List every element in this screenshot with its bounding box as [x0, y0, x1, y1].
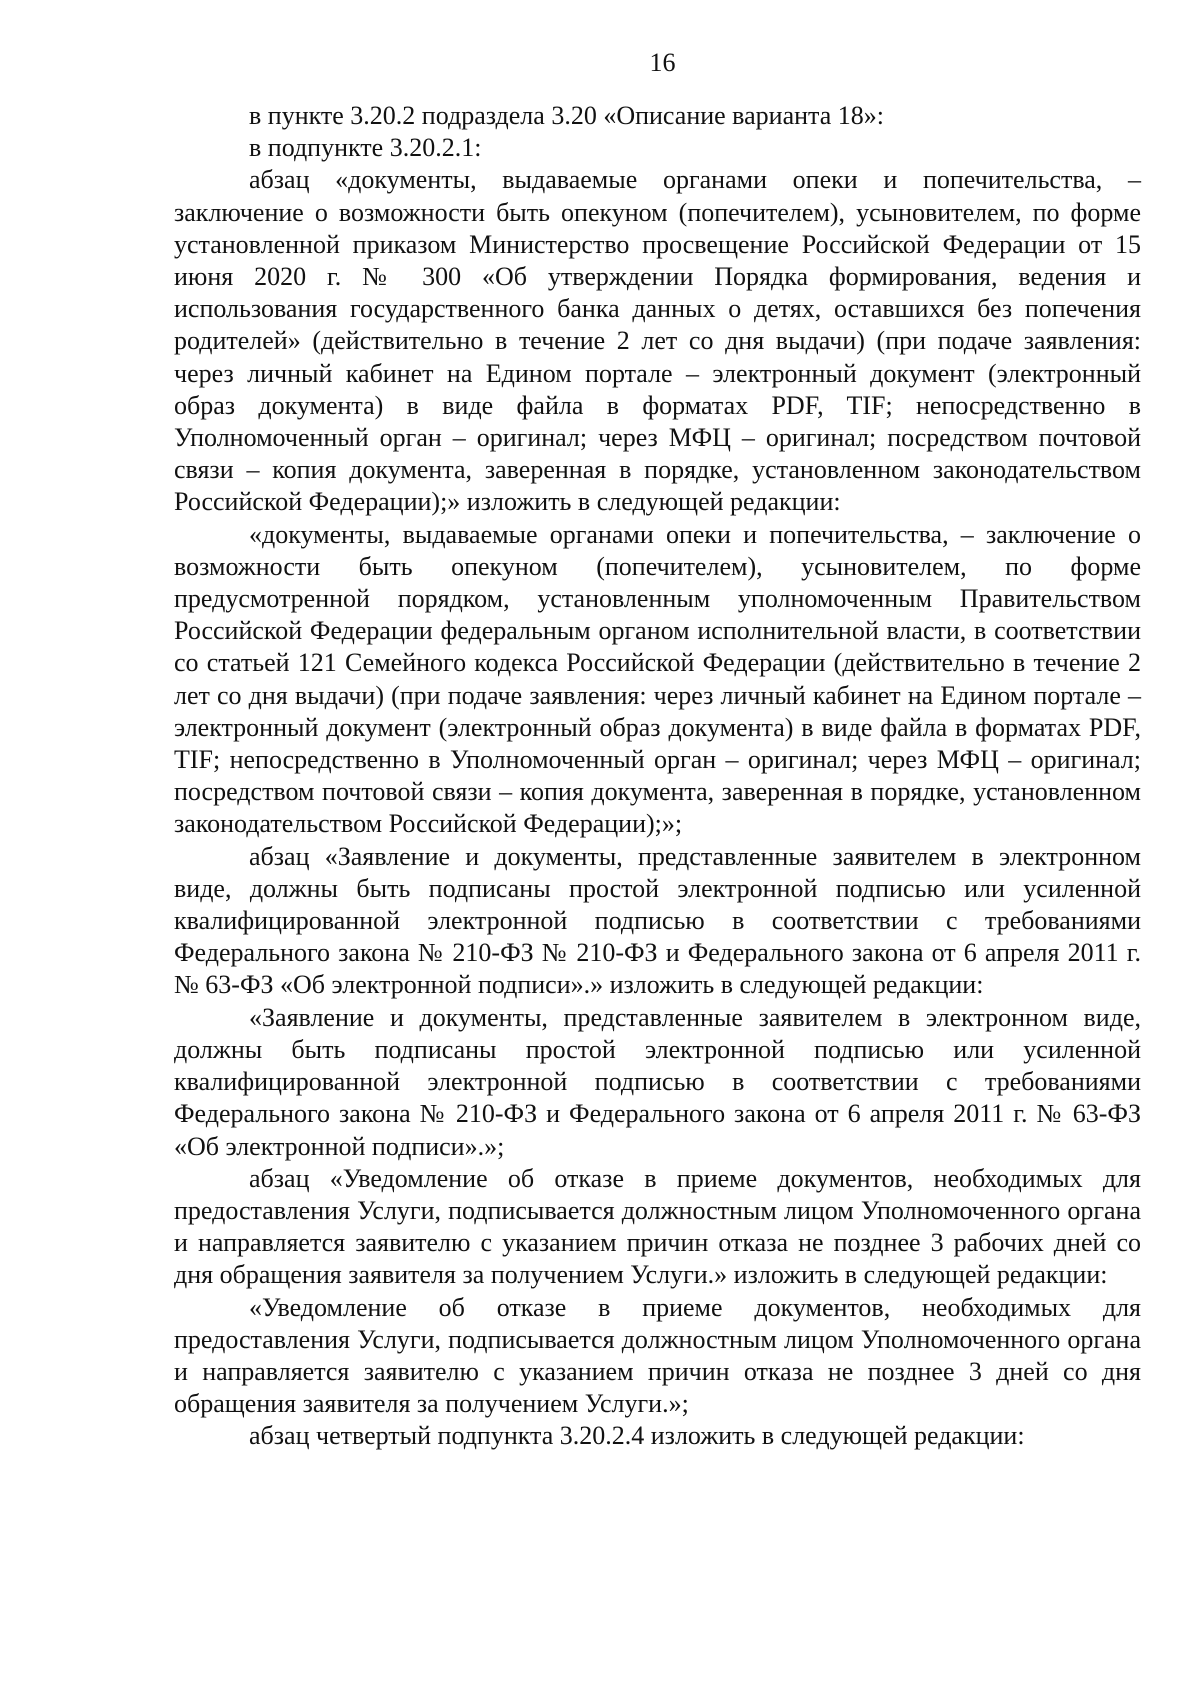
page-number: 16	[649, 48, 676, 77]
paragraph-2: в подпункте 3.20.2.1:	[249, 133, 482, 163]
document-body	[174, 100, 1141, 1453]
paragraph-8: «Уведомление об отказе в приеме документов, необходимых для предоставления Услуги, подписывается должностным лицом Уполномоченного органа и направляется заявителю с указанием причин отказа не позднее 3 дней со дня обращения заявителя за получением Услуги.»;	[174, 1292, 1141, 1419]
paragraph-5: абзац «Заявление и документы, представленные заявителем в электронном виде, должны быть подписаны простой электронной подписью или усиленной квалифицированной электронной подписью в соответствии с требованиями Федерального закона № 210-ФЗ № 210-ФЗ и Федерального закона от 6 апреля 2011 г. № 63-ФЗ «Об электронной подписи».» изложить в следующей редакции:	[174, 841, 1141, 1000]
paragraph-1: в пункте 3.20.2 подраздела 3.20 «Описание варианта 18»:	[249, 101, 884, 130]
paragraph-3: абзац «документы, выдаваемые органами опеки и попечительства, – заключение о возможности быть опекуном (попечителем), усыновителем, по форме установленной приказом Министерство просвещение Российской Федерации от 15 июня 2020 г. № 300 «Об утверждении Порядка формирования, ведения и использования государственного банка данных о детях, оставшихся без попечения родителей» (действительно в течение 2 лет со дня выдачи) (при подаче заявления: через личный кабинет на Едином портале – электронный документ (электронный образ документа) в виде файла в форматах PDF, TIF; непосредственно в Уполномоченный орган – оригинал; через МФЦ – оригинал; посредством почтовой связи – копия документа, заверенная в порядке, установленном законодательством Российской Федерации);» изложить в следующей редакции:	[174, 165, 1141, 517]
paragraph-7: абзац «Уведомление об отказе в приеме документов, необходимых для предоставления Услуги, подписывается должностным лицом Уполномоченного органа и направляется заявителю с указанием причин отказа не позднее 3 рабочих дней со дня обращения заявителя за получением Услуги.» изложить в следующей редакции:	[174, 1163, 1141, 1290]
paragraph-9: абзац четвертый подпункта 3.20.2.4 изложить в следующей редакции:	[249, 1421, 1025, 1451]
paragraph-6: «Заявление и документы, представленные заявителем в электронном виде, должны быть подписаны простой электронной подписью или усиленной квалифицированной электронной подписью в соответствии с требованиями Федерального закона № 210-ФЗ и Федерального закона от 6 апреля 2011 г. № 63-ФЗ «Об электронной подписи».»;	[174, 1002, 1141, 1161]
paragraph-4: «документы, выдаваемые органами опеки и попечительства, – заключение о возможности быть опекуном (попечителем), усыновителем, по форме предусмотренной порядком, установленным уполномоченным Правительством Российской Федерации федеральным органом исполнительной власти, в соответствии со статьей 121 Семейного кодекса Российской Федерации (действительно в течение 2 лет со дня выдачи) (при подаче заявления: через личный кабинет на Едином портале – электронный документ (электронный образ документа) в виде файла в форматах PDF, TIF; непосредственно в Уполномоченный орган – оригинал; через МФЦ – оригинал; посредством почтовой связи – копия документа, заверенная в порядке, установленном законодательством Российской Федерации);»;	[174, 519, 1141, 839]
